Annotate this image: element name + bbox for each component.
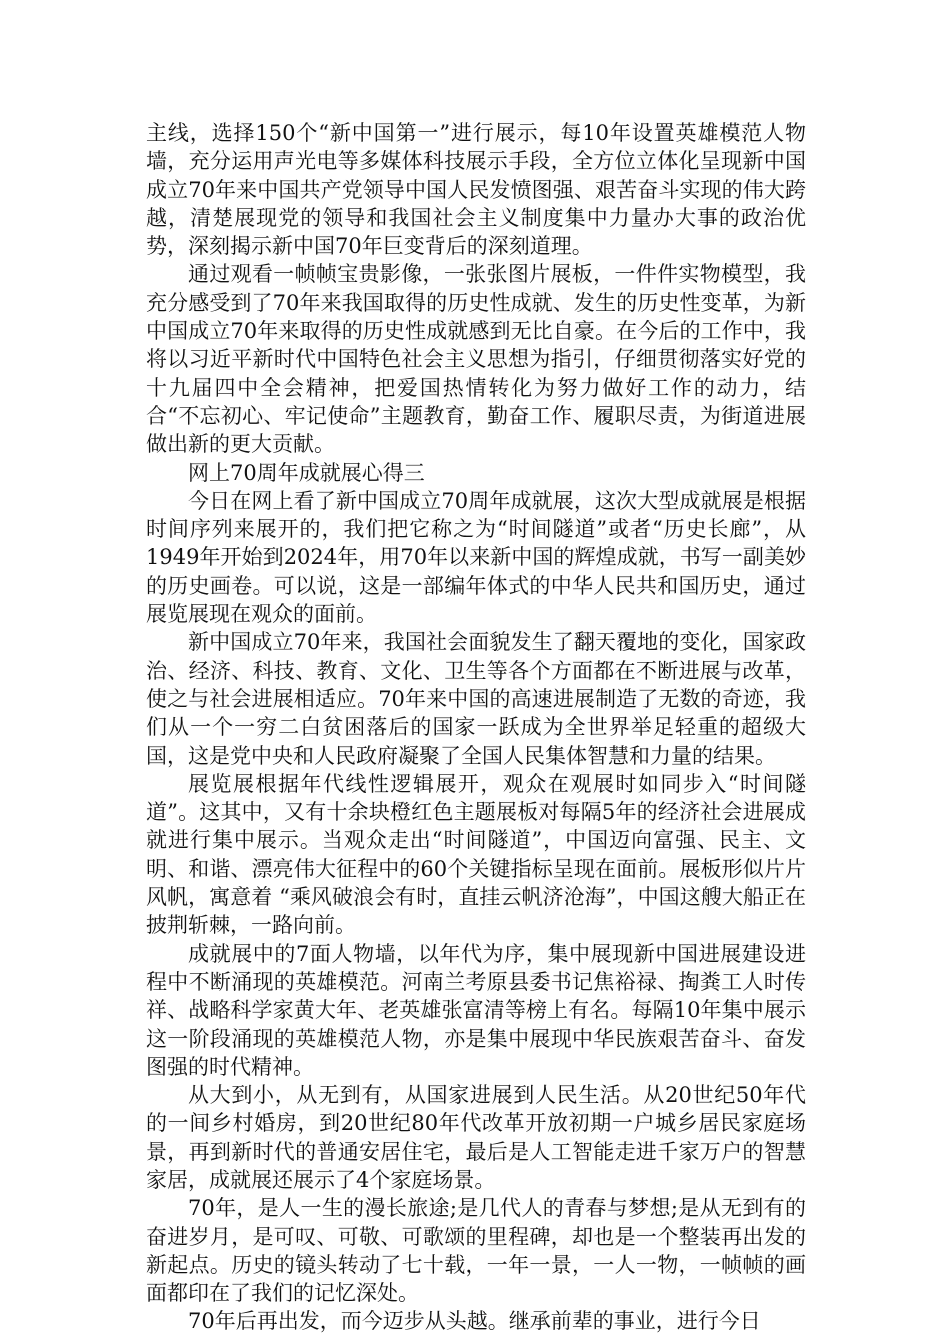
paragraph-4: 新中国成立70年来，我国社会面貌发生了翻天覆地的变化，国家政治、经济、科技、教育、文化、卫生等各个方面都在不断进展与改革，使之与社会进展相适应。70年来中国的高速进展制造了无数的奇迹，我们从一个一穷二白贫困落后的国家一跃成为全世界举足轻重的超级大国，这是党中央和人民政府凝聚了全国人民集体智慧和力量的结果。: [146, 630, 806, 768]
paragraph-3: 今日在网上看了新中国成立70周年成就展，这次大型成就展是根据时间序列来展开的，我们把它称之为“时间隧道”或者“历史长廊”，从1949年开始到2024年，用70年以来新中国的辉煌成就，书写一副美妙的历史画卷。可以说，这是一部编年体式的中华人民共和国历史，通过展览展现在观众的面前。: [146, 488, 806, 627]
document-body: [146, 119, 806, 1336]
paragraph-1: 主线，选择150个“新中国第一”进行展示，每10年设置英雄模范人物墙，充分运用声光电等多媒体科技展示手段，全方位立体化呈现新中国成立70年来中国共产党领导中国人民发愤图强、艰苦奋斗实现的伟大跨越，清楚展现党的领导和我国社会主义制度集中力量办大事的政治优势，深刻揭示新中国70年巨变背后的深刻道理。: [146, 121, 806, 259]
paragraph-2: 通过观看一帧帧宝贵影像，一张张图片展板，一件件实物模型，我充分感受到了70年来我国取得的历史性成就、发生的历史性变革，为新中国成立70年来取得的历史性成就感到无比自豪。在今后的工作中，我将以习近平新时代中国特色社会主义思想为指引，仔细贯彻落实好党的十九届四中全会精神，把爱国热情转化为努力做好工作的动力，结合“不忘初心、牢记使命”主题教育，勤奋工作、履职尽责，为街道进展做出新的更大贡献。: [146, 262, 806, 457]
paragraph-5: 展览展根据年代线性逻辑展开，观众在观展时如同步入“时间隧道”。这其中，又有十余块橙红色主题展板对每隔5年的经济社会进展成就进行集中展示。当观众走出“时间隧道”，中国迈向富强、民主、文明、和谐、漂亮伟大征程中的60个关键指标呈现在面前。展板形似片片风帆，寓意着 “乘风破浪会有时，直挂云帆济沧海”，中国这艘大船正在披荆斩棘，一路向前。: [146, 771, 806, 938]
paragraph-6: 成就展中的7面人物墙，以年代为序，集中展现新中国进展建设进程中不断涌现的英雄模范。河南兰考原县委书记焦裕禄、掏粪工人时传祥、战略科学家黄大年、老英雄张富清等榜上有名。每隔10年集中展示这一阶段涌现的英雄模范人物，亦是集中展现中华民族艰苦奋斗、奋发图强的时代精神。: [146, 941, 806, 1079]
section-heading: 网上70周年成就展心得三: [188, 460, 425, 485]
paragraph-9: 70年后再出发，而今迈步从头越。继承前辈的事业，进行今日: [188, 1309, 761, 1334]
paragraph-8: 70年，是人一生的漫长旅途;是几代人的青春与梦想;是从无到有的奋进岁月，是可叹、可敬、可歌颂的里程碑，却也是一个整装再出发的新起点。历史的镜头转动了七十载，一年一景，一人一物，一帧帧的画面都印在了我们的记忆深处。: [146, 1196, 806, 1306]
paragraph-7: 从大到小，从无到有，从国家进展到人民生活。从20世纪50年代的一间乡村婚房，到20世纪80年代改革开放初期一户城乡居民家庭场景，再到新时代的普通安居住宅，最后是人工智能走进千家万户的智慧家居，成就展还展示了4个家庭场景。: [146, 1083, 806, 1192]
